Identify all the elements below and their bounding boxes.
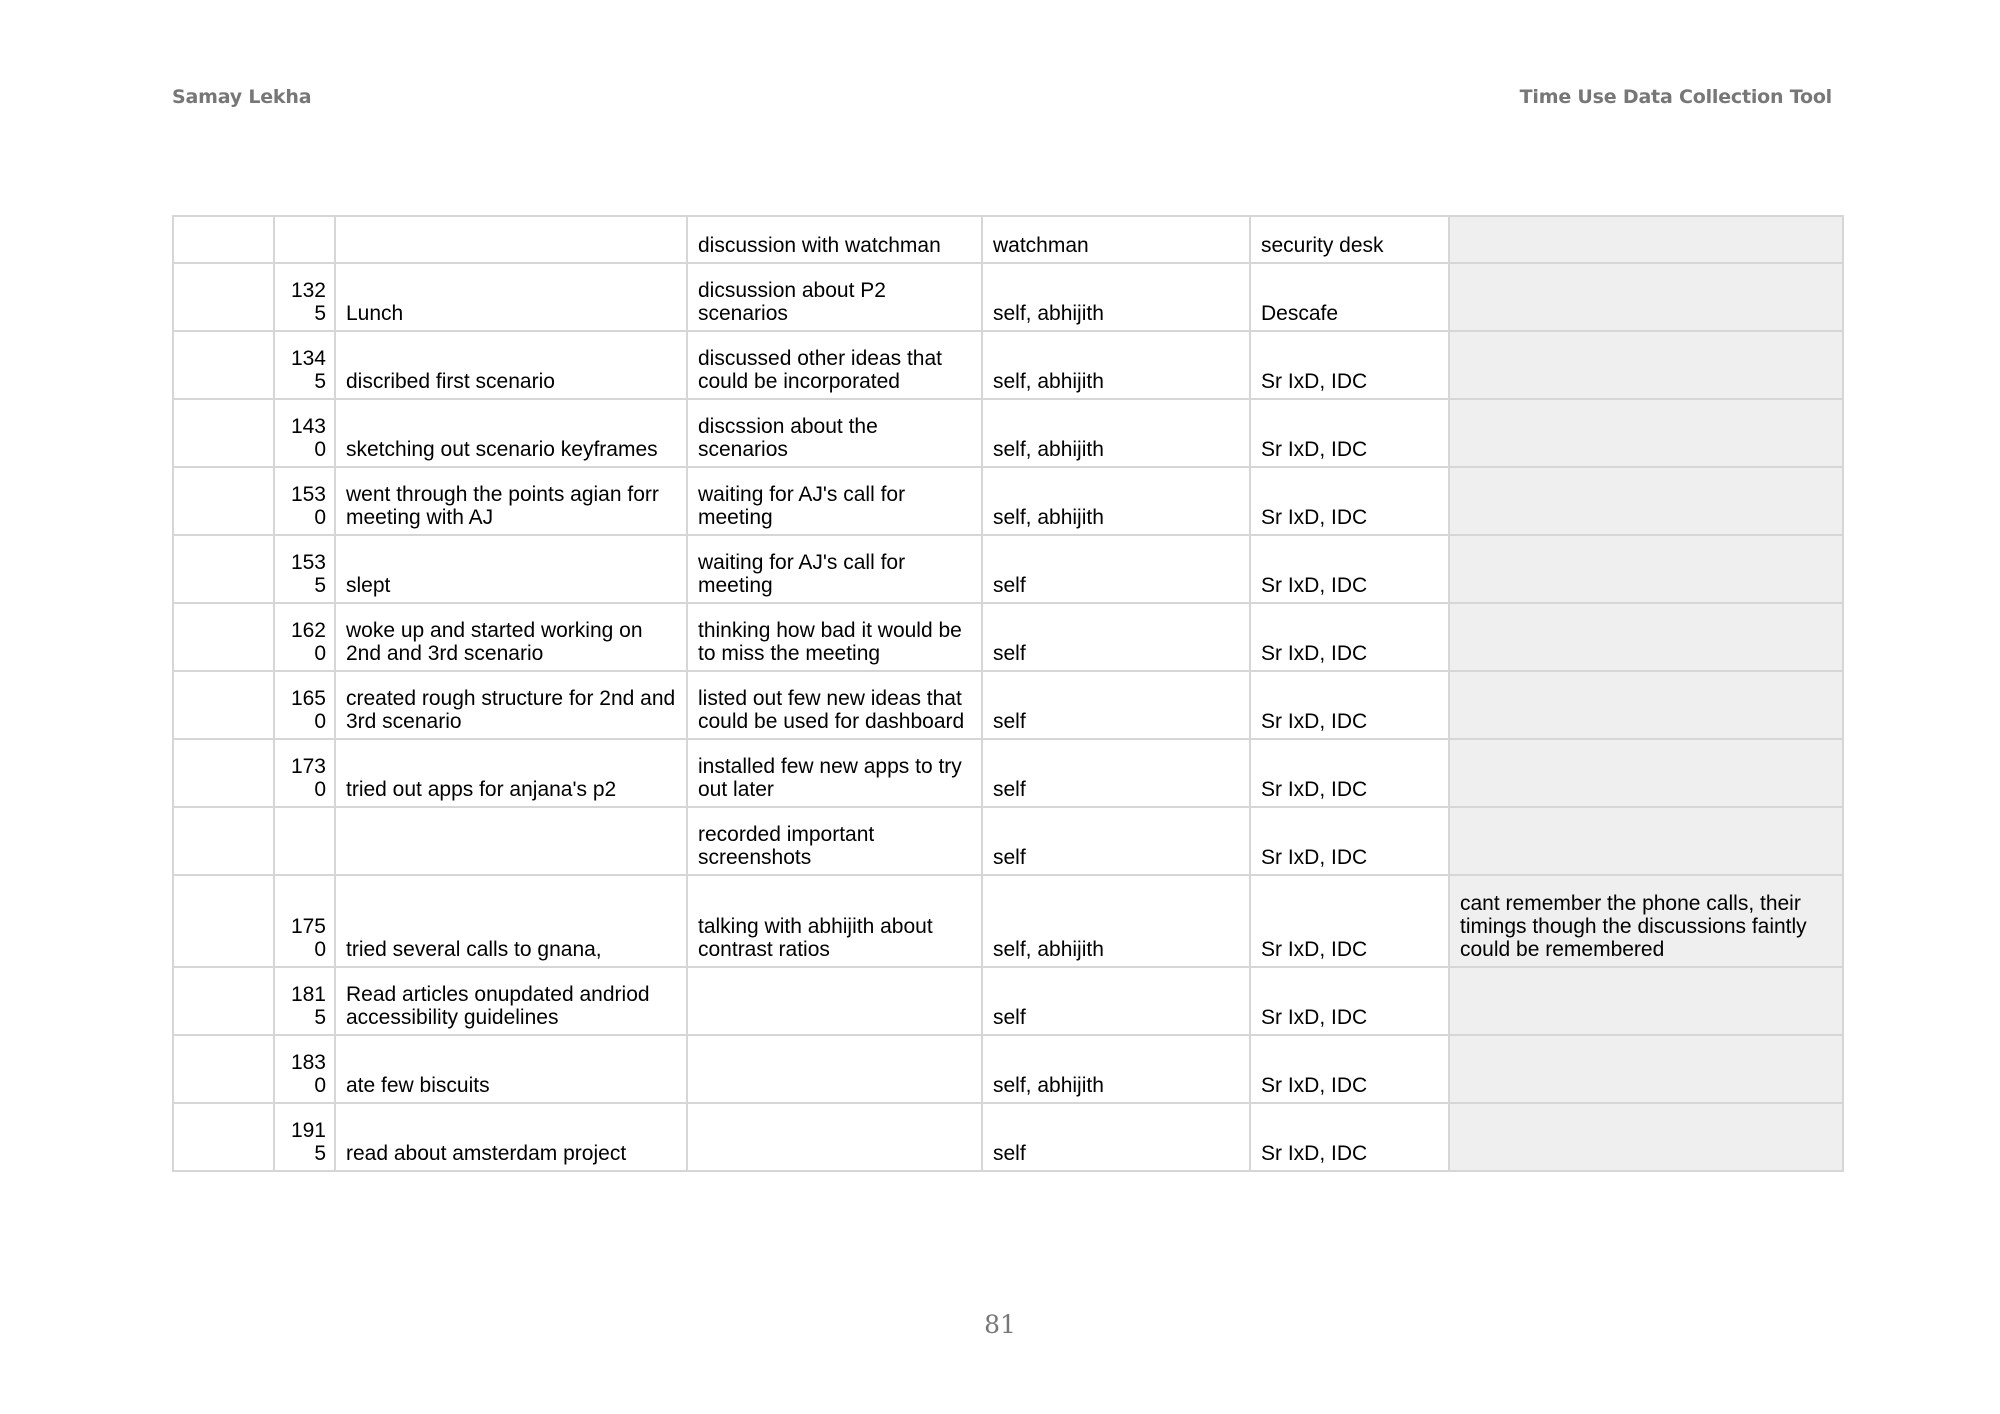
cell-blank [173, 216, 274, 263]
table-row [173, 467, 1843, 535]
cell-activity [335, 467, 687, 535]
cell-with-whom [982, 467, 1250, 535]
cell-activity [335, 216, 687, 263]
cell-blank [173, 331, 274, 399]
cell-location-text: Sr IxD, IDC [1261, 642, 1368, 665]
cell-notes [1449, 1103, 1843, 1171]
document-header-subtitle: Time Use Data Collection Tool [1519, 86, 1832, 108]
cell-time [274, 671, 335, 739]
cell-with-whom [982, 875, 1250, 967]
table-row [173, 603, 1843, 671]
table-row [173, 216, 1843, 263]
cell-secondary-activity-text: listed out few new ideas that could be used for dashboard [698, 687, 965, 733]
cell-location [1250, 399, 1449, 467]
cell-secondary-activity [687, 739, 982, 807]
cell-location-text: Sr IxD, IDC [1261, 574, 1368, 597]
cell-location-text: Sr IxD, IDC [1261, 438, 1368, 461]
table-row [173, 331, 1843, 399]
cell-with-whom-text: self, abhijith [993, 370, 1104, 393]
cell-blank [173, 1103, 274, 1171]
cell-secondary-activity-text: installed few new apps to try out later [698, 755, 962, 801]
cell-with-whom-text: self, abhijith [993, 1074, 1104, 1097]
cell-location [1250, 331, 1449, 399]
cell-activity-text: Lunch [346, 302, 404, 325]
cell-with-whom [982, 216, 1250, 263]
time-use-log-table [172, 215, 1844, 1172]
cell-time [274, 535, 335, 603]
cell-activity [335, 739, 687, 807]
cell-activity [335, 603, 687, 671]
table-row [173, 671, 1843, 739]
cell-with-whom-text: self, abhijith [993, 438, 1104, 461]
cell-time [274, 216, 335, 263]
cell-location-text: Sr IxD, IDC [1261, 1074, 1368, 1097]
cell-notes [1449, 467, 1843, 535]
cell-time-text: 173 0 [290, 755, 326, 801]
cell-location-text: Descafe [1261, 302, 1339, 325]
cell-time [274, 467, 335, 535]
cell-blank [173, 467, 274, 535]
cell-blank [173, 535, 274, 603]
cell-secondary-activity-text: discussion with watchman [698, 234, 941, 257]
cell-location [1250, 807, 1449, 875]
cell-activity-text: tried out apps for anjana's p2 [346, 778, 617, 801]
cell-notes [1449, 216, 1843, 263]
cell-activity [335, 671, 687, 739]
cell-location-text: Sr IxD, IDC [1261, 1006, 1368, 1029]
cell-with-whom-text: self, abhijith [993, 506, 1104, 529]
cell-secondary-activity-text: waiting for AJ's call for meeting [698, 483, 906, 529]
cell-with-whom-text: self [993, 778, 1026, 801]
table-row [173, 263, 1843, 331]
cell-time-text: 134 5 [290, 347, 326, 393]
table-row [173, 399, 1843, 467]
table-row [173, 875, 1843, 967]
cell-notes [1449, 739, 1843, 807]
cell-time-text: 191 5 [290, 1119, 326, 1165]
cell-notes [1449, 263, 1843, 331]
cell-location [1250, 263, 1449, 331]
cell-activity-text: read about amsterdam project [346, 1142, 627, 1165]
cell-activity-text: Read articles onupdated andriod accessibility guidelines [346, 983, 650, 1029]
cell-activity [335, 263, 687, 331]
cell-time [274, 967, 335, 1035]
cell-with-whom [982, 399, 1250, 467]
cell-secondary-activity-text: discussed other ideas that could be incorporated [698, 347, 942, 393]
table-row [173, 967, 1843, 1035]
cell-secondary-activity [687, 1103, 982, 1171]
cell-time-text: 165 0 [290, 687, 326, 733]
cell-location [1250, 1035, 1449, 1103]
cell-blank [173, 263, 274, 331]
cell-with-whom [982, 807, 1250, 875]
cell-secondary-activity [687, 671, 982, 739]
cell-location [1250, 671, 1449, 739]
cell-secondary-activity [687, 967, 982, 1035]
cell-location [1250, 467, 1449, 535]
cell-blank [173, 671, 274, 739]
cell-with-whom-text: self [993, 1006, 1026, 1029]
cell-blank [173, 603, 274, 671]
cell-time [274, 263, 335, 331]
table-body [173, 216, 1843, 1171]
cell-with-whom [982, 671, 1250, 739]
cell-notes [1449, 967, 1843, 1035]
cell-with-whom-text: self [993, 642, 1026, 665]
cell-activity-text: discribed first scenario [346, 370, 555, 393]
cell-secondary-activity-text: thinking how bad it would be to miss the meeting [698, 619, 962, 665]
cell-notes [1449, 1035, 1843, 1103]
cell-with-whom-text: self, abhijith [993, 302, 1104, 325]
cell-secondary-activity [687, 263, 982, 331]
cell-notes [1449, 399, 1843, 467]
cell-notes [1449, 331, 1843, 399]
cell-activity-text: tried several calls to gnana, [346, 938, 602, 961]
cell-secondary-activity-text: talking with abhijith about contrast ratios [698, 915, 933, 961]
cell-notes [1449, 671, 1843, 739]
cell-location [1250, 603, 1449, 671]
cell-time-text: 132 5 [290, 279, 326, 325]
cell-notes [1449, 875, 1843, 967]
cell-activity [335, 807, 687, 875]
cell-blank [173, 875, 274, 967]
cell-activity-text: went through the points agian forr meeting with AJ [346, 483, 659, 529]
cell-activity [335, 331, 687, 399]
cell-notes-text: cant remember the phone calls, their timings though the discussions faintly could be remembered [1460, 892, 1807, 961]
cell-secondary-activity [687, 331, 982, 399]
cell-time [274, 739, 335, 807]
table-row [173, 1103, 1843, 1171]
cell-time [274, 331, 335, 399]
cell-time-text: 143 0 [290, 415, 326, 461]
cell-time [274, 807, 335, 875]
cell-secondary-activity [687, 1035, 982, 1103]
cell-activity [335, 535, 687, 603]
cell-activity [335, 967, 687, 1035]
table-row [173, 807, 1843, 875]
cell-blank [173, 967, 274, 1035]
cell-time-text: 183 0 [290, 1051, 326, 1097]
cell-location-text: Sr IxD, IDC [1261, 846, 1368, 869]
cell-secondary-activity-text: discssion about the scenarios [698, 415, 878, 461]
cell-with-whom-text: self [993, 710, 1026, 733]
cell-time [274, 603, 335, 671]
cell-location-text: Sr IxD, IDC [1261, 370, 1368, 393]
table-row [173, 739, 1843, 807]
cell-secondary-activity [687, 399, 982, 467]
cell-activity [335, 1103, 687, 1171]
cell-with-whom [982, 1103, 1250, 1171]
cell-secondary-activity-text: waiting for AJ's call for meeting [698, 551, 906, 597]
cell-blank [173, 739, 274, 807]
cell-location-text: Sr IxD, IDC [1261, 778, 1368, 801]
cell-with-whom-text: watchman [993, 234, 1089, 257]
cell-with-whom-text: self [993, 846, 1026, 869]
cell-with-whom [982, 1035, 1250, 1103]
cell-with-whom-text: self [993, 1142, 1026, 1165]
cell-with-whom [982, 331, 1250, 399]
cell-location [1250, 967, 1449, 1035]
cell-with-whom [982, 603, 1250, 671]
cell-with-whom-text: self [993, 574, 1026, 597]
cell-with-whom-text: self, abhijith [993, 938, 1104, 961]
cell-secondary-activity-text: recorded important screenshots [698, 823, 875, 869]
cell-secondary-activity [687, 807, 982, 875]
cell-activity-text: woke up and started working on 2nd and 3rd scenario [346, 619, 643, 665]
cell-activity-text: sketching out scenario keyframes [346, 438, 658, 461]
cell-activity-text: created rough structure for 2nd and 3rd scenario [346, 687, 676, 733]
document-header-title: Samay Lekha [172, 86, 312, 108]
cell-time [274, 1035, 335, 1103]
cell-secondary-activity [687, 603, 982, 671]
table-row [173, 535, 1843, 603]
cell-time-text: 153 5 [290, 551, 326, 597]
cell-time [274, 875, 335, 967]
cell-secondary-activity [687, 216, 982, 263]
cell-activity-text: ate few biscuits [346, 1074, 490, 1097]
cell-notes [1449, 807, 1843, 875]
cell-blank [173, 1035, 274, 1103]
cell-with-whom [982, 739, 1250, 807]
page-number: 81 [984, 1310, 1016, 1339]
cell-time-text: 153 0 [290, 483, 326, 529]
cell-location [1250, 216, 1449, 263]
cell-secondary-activity [687, 467, 982, 535]
cell-secondary-activity-text: dicsussion about P2 scenarios [698, 279, 886, 325]
cell-notes [1449, 535, 1843, 603]
cell-blank [173, 807, 274, 875]
cell-location-text: Sr IxD, IDC [1261, 938, 1368, 961]
cell-secondary-activity [687, 535, 982, 603]
cell-time [274, 399, 335, 467]
cell-activity [335, 875, 687, 967]
cell-location-text: security desk [1261, 234, 1384, 257]
cell-location [1250, 535, 1449, 603]
cell-location [1250, 1103, 1449, 1171]
cell-time-text: 162 0 [290, 619, 326, 665]
cell-with-whom [982, 535, 1250, 603]
cell-activity-text: slept [346, 574, 391, 597]
cell-time-text: 175 0 [290, 915, 326, 961]
cell-time [274, 1103, 335, 1171]
cell-blank [173, 399, 274, 467]
cell-activity [335, 1035, 687, 1103]
cell-notes [1449, 603, 1843, 671]
cell-location [1250, 739, 1449, 807]
cell-time-text: 181 5 [290, 983, 326, 1029]
cell-location-text: Sr IxD, IDC [1261, 1142, 1368, 1165]
cell-with-whom [982, 967, 1250, 1035]
table-row [173, 1035, 1843, 1103]
cell-location [1250, 875, 1449, 967]
cell-location-text: Sr IxD, IDC [1261, 710, 1368, 733]
cell-secondary-activity [687, 875, 982, 967]
cell-activity [335, 399, 687, 467]
cell-with-whom [982, 263, 1250, 331]
cell-location-text: Sr IxD, IDC [1261, 506, 1368, 529]
